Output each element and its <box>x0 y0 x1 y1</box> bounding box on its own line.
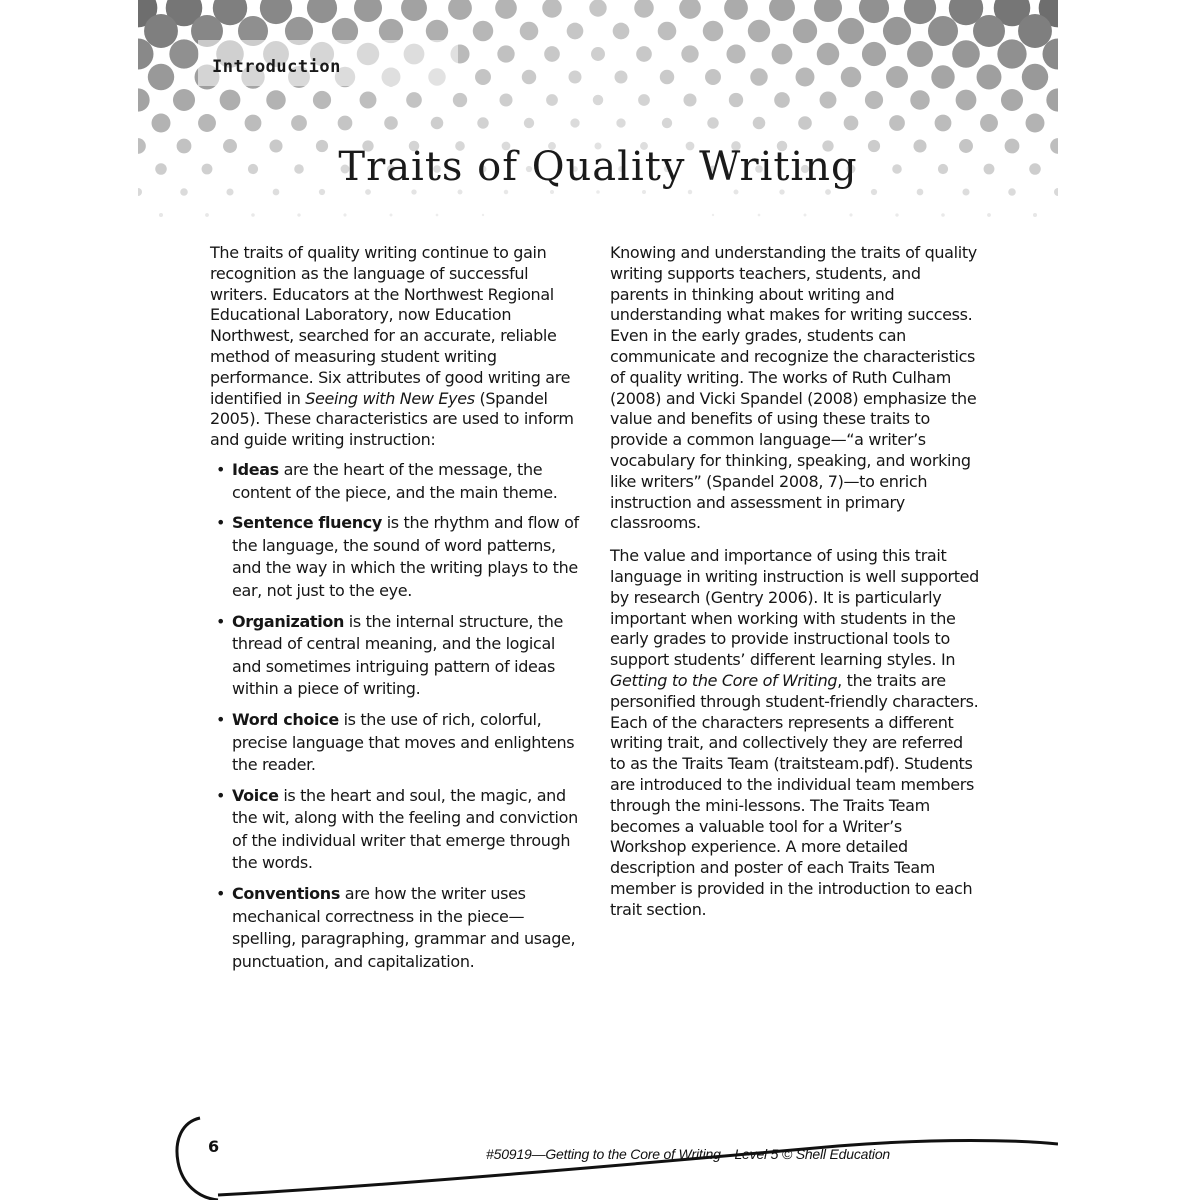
halftone-dot <box>977 65 1002 90</box>
paragraph-trait-language <box>610 546 982 920</box>
halftone-dot <box>941 213 945 217</box>
trait-term: Voice <box>232 785 279 805</box>
halftone-dot <box>638 94 650 106</box>
traits-list <box>210 459 582 973</box>
halftone-dot <box>169 39 198 68</box>
trait-description: are how the writer uses mechanical correctness in the piece—spelling, paragraphing, grammar and usage, punctuation, and capitalization. <box>232 884 576 971</box>
bullet: • <box>216 611 226 631</box>
halftone-dot <box>660 70 674 84</box>
halftone-dot <box>613 23 630 40</box>
halftone-dot <box>935 115 952 132</box>
halftone-dot <box>411 189 416 194</box>
paragraph-traits-support: Knowing and understanding the traits of quality writing supports teachers, students, and parents in thinking about writing and understanding what makes for writing success. Even in the early grades, students can communicate and recognize the characteristics of quality writing. The works of Ruth Culham (2008) and Vicki Spandel (2008) emphasize the value and benefits of using these traits to provide a common language—“a writer’s vocabulary for thinking, speaking, and working like writers” (Spandel 2008, 7)—to enrich instruction and assessment in primary classrooms. <box>610 243 977 533</box>
page-title: Traits of Quality Writing <box>338 144 858 190</box>
halftone-dot <box>570 118 579 127</box>
halftone-dot <box>750 68 767 85</box>
halftone-dot <box>550 190 554 194</box>
halftone-dot <box>793 19 817 43</box>
halftone-dot <box>544 46 560 62</box>
trait-description: is the rhythm and flow of the language, the sound of word patterns, and the way in which the writing plays to the ear, not just to the eye. <box>232 513 579 600</box>
halftone-dot <box>642 190 646 194</box>
halftone-dot <box>152 114 171 133</box>
list-item <box>210 883 582 973</box>
halftone-dot <box>615 71 628 84</box>
halftone-dot <box>769 0 795 21</box>
halftone-dot <box>205 213 209 217</box>
trait-term: Word choice <box>232 709 339 729</box>
halftone-dot <box>616 118 625 127</box>
halftone-dot <box>931 65 954 88</box>
halftone-dot <box>360 92 377 109</box>
halftone-dot <box>482 214 484 216</box>
paragraph-text: The value and importance of using this trait language in writing instruction is well supported by research (Gentry 2006). It is particularly important when working with students in the early grades to provide instructional tools to support students’ different learning styles. In <box>610 546 979 670</box>
halftone-dot <box>473 21 493 41</box>
halftone-dot <box>401 0 427 21</box>
trait-term: Ideas <box>232 459 279 479</box>
halftone-dot <box>338 116 353 131</box>
page-number: 6 <box>208 1137 220 1156</box>
halftone-dot <box>817 43 839 65</box>
halftone-dot <box>772 44 793 65</box>
list-item <box>210 785 582 875</box>
halftone-dot <box>591 47 605 61</box>
halftone-dot <box>952 40 980 68</box>
halftone-dot <box>658 22 677 41</box>
halftone-dot <box>596 190 600 194</box>
bullet: • <box>216 785 226 805</box>
halftone-dot <box>973 15 1005 47</box>
trait-term: Organization <box>232 611 345 631</box>
halftone-dot <box>593 95 604 106</box>
halftone-dot <box>1046 88 1058 111</box>
halftone-dot <box>198 114 216 132</box>
intro-text: The traits of quality writing continue to gain recognition as the language of successful writers. Educators at the Northwest Regional Educational Laboratory, now Education Northwest, searched for an accurate, reliable method of measuring student writing performance. Six attributes of good writing are identified in <box>210 243 571 408</box>
footer-citation: #50919—Getting to the Core of Writing—Level 5 © Shell Education <box>486 1146 890 1162</box>
halftone-dot <box>436 214 439 217</box>
trait-description: is the use of rich, colorful, precise language that moves and enlightens the reader. <box>232 709 575 775</box>
halftone-dot <box>406 92 422 108</box>
halftone-dot <box>542 0 562 18</box>
halftone-dot <box>138 88 150 111</box>
trait-description: is the internal structure, the thread of central meaning, and the logical and sometimes intriguing pattern of ideas within a piece of writing. <box>232 611 564 699</box>
halftone-dot <box>804 214 807 217</box>
halftone-dot <box>477 117 488 128</box>
halftone-dot <box>522 70 536 84</box>
trait-description: is the heart and soul, the magic, and the wit, along with the feeling and conviction of the individual writer that emerge through the words. <box>232 785 578 873</box>
halftone-dot <box>220 90 241 111</box>
halftone-dot <box>849 213 852 216</box>
halftone-dot <box>907 41 933 67</box>
halftone-dot <box>681 45 698 62</box>
halftone-dot <box>883 17 911 45</box>
halftone-dot <box>475 69 491 85</box>
halftone-dot <box>260 0 292 24</box>
halftone-dot <box>662 118 672 128</box>
paragraph-text-end: , the traits are personified through student-friendly characters. Each of the characters represents a different writing trait, and collectively they are referred to as the Traits Team (traitsteam.pdf). Students are introduced to the individual team members through the mini-lessons. The Traits Team becomes a valuable tool for a Writer’s Workshop experience. A more detailed description and poster of each Traits Team member is provided in the introduction to each trait section. <box>610 670 979 919</box>
halftone-dot <box>734 190 739 195</box>
halftone-dot <box>1022 64 1048 90</box>
halftone-dot <box>1033 213 1037 217</box>
halftone-dot <box>453 93 467 107</box>
halftone-dot <box>173 89 195 111</box>
halftone-dot <box>997 39 1026 68</box>
halftone-dot <box>779 189 784 194</box>
document-page <box>138 0 1058 1200</box>
halftone-dot <box>705 69 721 85</box>
halftone-dot <box>520 22 539 41</box>
list-item <box>210 512 582 602</box>
halftone-dot <box>679 0 701 19</box>
halftone-dot <box>499 93 512 106</box>
halftone-dot <box>814 0 842 22</box>
halftone-dot <box>504 190 508 194</box>
bullet: • <box>216 709 226 729</box>
halftone-dot <box>865 91 883 109</box>
halftone-dot <box>379 19 403 43</box>
right-column <box>610 243 982 933</box>
halftone-dot <box>753 117 766 130</box>
halftone-dot <box>297 213 300 216</box>
halftone-dot <box>859 0 889 23</box>
halftone-dot <box>987 213 991 217</box>
halftone-dot <box>980 114 998 132</box>
halftone-dot <box>928 16 958 46</box>
halftone-dot-header <box>138 0 1058 240</box>
halftone-dot <box>844 116 859 131</box>
section-label: Introduction <box>212 57 341 77</box>
halftone-dot <box>307 0 337 23</box>
halftone-dot <box>688 190 692 194</box>
halftone-dot <box>497 45 514 62</box>
halftone-dot <box>889 115 905 131</box>
halftone-dot <box>343 213 346 216</box>
trait-term: Sentence fluency <box>232 513 382 533</box>
book-title: Seeing with New Eyes <box>305 388 475 408</box>
halftone-dot <box>390 214 393 217</box>
halftone-dot <box>683 93 696 106</box>
halftone-dot <box>1018 14 1052 48</box>
halftone-dot <box>904 0 936 24</box>
halftone-dot <box>895 213 898 216</box>
halftone-dot <box>841 67 861 87</box>
halftone-dot <box>291 115 307 131</box>
halftone-dot <box>148 64 174 90</box>
halftone-dot <box>886 66 908 88</box>
trait-term: Conventions <box>232 884 340 904</box>
halftone-dot <box>748 20 770 42</box>
trait-description: are the heart of the message, the content of the piece, and the main theme. <box>232 459 558 502</box>
halftone-dot <box>144 14 178 48</box>
halftone-dot <box>724 0 748 20</box>
list-item <box>210 459 582 504</box>
intro-text-end: (Spandel 2005). These characteristics are used to inform and guide writing instruction: <box>210 388 574 450</box>
intro-paragraph <box>210 243 582 451</box>
halftone-dot <box>838 18 864 44</box>
halftone-dot <box>354 0 382 22</box>
bullet: • <box>216 884 226 904</box>
halftone-dot <box>245 115 262 132</box>
bullet: • <box>216 513 226 533</box>
halftone-dot <box>820 92 837 109</box>
halftone-dot <box>251 213 255 217</box>
left-column <box>210 243 582 981</box>
halftone-dot <box>431 117 444 130</box>
list-item <box>210 611 582 701</box>
halftone-dot <box>313 91 331 109</box>
halftone-dot <box>1001 89 1023 111</box>
bullet: • <box>216 459 226 479</box>
halftone-dot <box>712 214 714 216</box>
halftone-dot <box>758 214 761 217</box>
halftone-dot <box>796 68 815 87</box>
halftone-dot <box>569 71 582 84</box>
halftone-dot <box>524 118 534 128</box>
halftone-dot <box>703 21 723 41</box>
halftone-dot <box>426 20 448 42</box>
halftone-dot <box>448 0 472 20</box>
halftone-dot <box>707 117 718 128</box>
swoosh-curve <box>177 1118 218 1200</box>
halftone-dot <box>458 190 463 195</box>
halftone-dot <box>726 44 745 63</box>
halftone-dot <box>729 93 743 107</box>
halftone-dot <box>634 0 654 18</box>
halftone-dot <box>910 90 929 109</box>
halftone-dot <box>266 90 285 109</box>
halftone-dot <box>862 42 886 66</box>
halftone-dot <box>798 116 812 130</box>
book-title: Getting to the Core of Writing <box>610 670 838 690</box>
halftone-dot <box>546 94 558 106</box>
halftone-dot <box>384 116 398 130</box>
halftone-dot <box>567 23 584 40</box>
halftone-dot <box>159 213 163 217</box>
list-item <box>210 709 582 777</box>
halftone-dot <box>1026 114 1045 133</box>
halftone-dot <box>774 92 790 108</box>
halftone-dot <box>956 90 977 111</box>
halftone-dot <box>589 0 606 17</box>
halftone-dot <box>495 0 517 19</box>
halftone-dot <box>636 46 652 62</box>
